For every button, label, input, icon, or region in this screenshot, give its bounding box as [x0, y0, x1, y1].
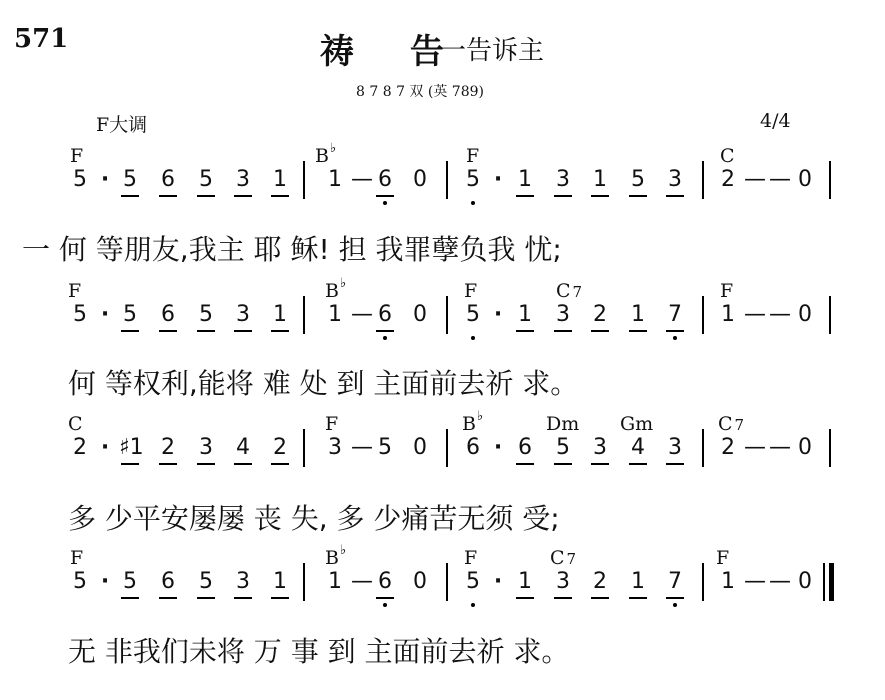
lyric-line: 何 等权利,能将 难 处 到 主面前去祈 求。: [68, 367, 579, 400]
chord-root: F: [464, 547, 478, 569]
note: 3: [668, 435, 682, 460]
chord-root: F: [466, 145, 480, 167]
chord-root: B: [325, 280, 339, 302]
note: 1: [593, 167, 607, 192]
note: 2: [161, 435, 175, 460]
note: 1: [518, 302, 532, 327]
chord-root: F: [68, 280, 82, 302]
meter-line: 8 7 8 7 双 (英 789): [356, 84, 484, 100]
eighth-underline: [629, 463, 647, 465]
note: 0: [413, 435, 427, 460]
bar-line: [446, 296, 448, 334]
note: 5: [466, 167, 480, 192]
low-octave-dot: [383, 201, 387, 205]
chord-symbol: [462, 409, 484, 435]
note: 1: [273, 167, 287, 192]
bar-line: [303, 161, 305, 199]
note: 4: [631, 435, 645, 460]
dash-mark: —: [351, 435, 373, 460]
chord-root: Gm: [620, 413, 654, 435]
eighth-underline: [516, 463, 534, 465]
eighth-underline: [666, 330, 684, 332]
eighth-underline: [121, 463, 139, 465]
eighth-underline: [591, 330, 609, 332]
note: 0: [413, 569, 427, 594]
chord-symbol: [620, 413, 653, 435]
note: 1: [631, 302, 645, 327]
eighth-underline: [271, 330, 289, 332]
note: 6: [161, 302, 175, 327]
dot-mark: ·: [493, 302, 503, 327]
note: 1: [518, 569, 532, 594]
dash-mark: —: [744, 302, 766, 327]
flat-sign: ♭: [329, 141, 337, 156]
chord-symbol: [464, 280, 477, 302]
note: 5: [631, 167, 645, 192]
bar-line: [829, 429, 831, 467]
eighth-underline: [121, 597, 139, 599]
dash-mark: —: [769, 302, 791, 327]
note: 2: [273, 435, 287, 460]
eighth-underline: [121, 195, 139, 197]
chord-symbol: [325, 276, 347, 302]
chord-symbol: [325, 413, 338, 435]
note: 5: [378, 435, 392, 460]
bar-line: [829, 563, 834, 601]
note: 5: [73, 302, 87, 327]
dot-mark: ·: [493, 435, 503, 460]
note: 1: [518, 167, 532, 192]
note: 3: [593, 435, 607, 460]
eighth-underline: [516, 597, 534, 599]
note: 7: [668, 302, 682, 327]
hymn-title: 祷 告: [320, 32, 466, 72]
eighth-underline: [234, 330, 252, 332]
eighth-underline: [197, 330, 215, 332]
chord-symbol: [718, 413, 744, 435]
chord-root: F: [716, 547, 730, 569]
lyric-line: 一 何 等朋友,我主 耶 稣! 担 我罪孽负我 忧;: [22, 233, 562, 266]
low-octave-dot: [673, 603, 677, 607]
note: 0: [413, 167, 427, 192]
note: 0: [798, 569, 812, 594]
low-octave-dot: [383, 336, 387, 340]
eighth-underline: [591, 463, 609, 465]
dash-mark: —: [744, 569, 766, 594]
chord-symbol: [466, 145, 479, 167]
low-octave-dot: [673, 336, 677, 340]
dash-mark: —: [769, 435, 791, 460]
eighth-underline: [591, 597, 609, 599]
eighth-underline: [666, 195, 684, 197]
chord-symbol: [550, 547, 576, 569]
note: 5: [466, 302, 480, 327]
chord-symbol: [70, 145, 83, 167]
chord-symbol: [720, 280, 733, 302]
note: 6: [161, 167, 175, 192]
note: 6: [518, 435, 532, 460]
chord-root: F: [464, 280, 478, 302]
note: 6: [378, 569, 392, 594]
eighth-underline: [554, 463, 572, 465]
note: 4: [236, 435, 250, 460]
note: 1: [631, 569, 645, 594]
note: 5: [73, 167, 87, 192]
note: 3: [668, 167, 682, 192]
note: 5: [123, 569, 137, 594]
dash-mark: —: [769, 167, 791, 192]
note: 6: [378, 167, 392, 192]
note: 3: [199, 435, 213, 460]
eighth-underline: [554, 330, 572, 332]
eighth-underline: [554, 195, 572, 197]
eighth-underline: [554, 597, 572, 599]
dot-mark: ·: [100, 302, 110, 327]
low-octave-dot: [383, 603, 387, 607]
note: 1: [328, 569, 342, 594]
note: 5: [199, 569, 213, 594]
eighth-underline: [666, 463, 684, 465]
note: 3: [556, 167, 570, 192]
note: 5: [123, 302, 137, 327]
eighth-underline: [234, 195, 252, 197]
eighth-underline: [159, 463, 177, 465]
note: 2: [721, 167, 735, 192]
note: ♯1: [119, 435, 144, 460]
bar-line: [702, 563, 704, 601]
eighth-underline: [376, 597, 394, 599]
note: 5: [199, 167, 213, 192]
eighth-underline: [159, 195, 177, 197]
note: 5: [73, 569, 87, 594]
chord-extension: 7: [566, 550, 577, 568]
note: 2: [721, 435, 735, 460]
dash-mark: —: [351, 569, 373, 594]
eighth-underline: [591, 195, 609, 197]
chord-symbol: [68, 280, 81, 302]
hymn-number: 571: [14, 24, 69, 54]
note: 2: [593, 569, 607, 594]
chord-symbol: [546, 413, 579, 435]
key-signature: F大调: [96, 114, 148, 136]
dash-mark: —: [769, 569, 791, 594]
note: 1: [328, 302, 342, 327]
chord-symbol: [464, 547, 477, 569]
eighth-underline: [376, 195, 394, 197]
eighth-underline: [159, 330, 177, 332]
bar-line: [303, 563, 305, 601]
lyric-line: 多 少平安屡屡 丧 失, 多 少痛苦无须 受;: [68, 502, 560, 535]
flat-sign: ♭: [339, 543, 347, 558]
low-octave-dot: [471, 603, 475, 607]
eighth-underline: [234, 463, 252, 465]
bar-line: [303, 296, 305, 334]
dash-mark: —: [744, 435, 766, 460]
eighth-underline: [629, 597, 647, 599]
bar-line: [702, 429, 704, 467]
chord-root: C: [556, 280, 571, 302]
eighth-underline: [666, 597, 684, 599]
dash-mark: —: [744, 167, 766, 192]
dash-mark: —: [351, 302, 373, 327]
dot-mark: ·: [493, 167, 503, 192]
chord-symbol: [68, 413, 83, 435]
bar-line: [303, 429, 305, 467]
bar-line: [829, 296, 831, 334]
note: 3: [556, 302, 570, 327]
note: 3: [328, 435, 342, 460]
dot-mark: ·: [100, 435, 110, 460]
eighth-underline: [234, 597, 252, 599]
eighth-underline: [159, 597, 177, 599]
chord-symbol: [556, 280, 582, 302]
note: 0: [798, 302, 812, 327]
chord-symbol: [720, 145, 735, 167]
note: 0: [798, 167, 812, 192]
eighth-underline: [271, 195, 289, 197]
note: 1: [721, 302, 735, 327]
low-octave-dot: [471, 201, 475, 205]
note: 6: [466, 435, 480, 460]
note: 5: [123, 167, 137, 192]
dot-mark: ·: [100, 167, 110, 192]
note: 1: [273, 302, 287, 327]
note: 3: [236, 569, 250, 594]
eighth-underline: [629, 330, 647, 332]
chord-root: C: [720, 145, 735, 167]
note: 0: [413, 302, 427, 327]
note: 5: [466, 569, 480, 594]
note: 0: [798, 435, 812, 460]
lyric-line: 无 非我们未将 万 事 到 主面前去祈 求。: [68, 635, 570, 668]
bar-line: [446, 161, 448, 199]
note: 6: [378, 302, 392, 327]
bar-line: [702, 296, 704, 334]
eighth-underline: [197, 597, 215, 599]
chord-root: F: [70, 547, 84, 569]
low-octave-dot: [471, 336, 475, 340]
eighth-underline: [376, 330, 394, 332]
chord-root: B: [462, 413, 476, 435]
chord-symbol: [315, 141, 337, 167]
eighth-underline: [271, 597, 289, 599]
note: 5: [556, 435, 570, 460]
chord-extension: 7: [734, 416, 745, 434]
note: 1: [328, 167, 342, 192]
chord-root: Dm: [546, 413, 580, 435]
eighth-underline: [516, 330, 534, 332]
note: 2: [593, 302, 607, 327]
bar-line: [446, 429, 448, 467]
note: 3: [236, 167, 250, 192]
chord-root: F: [325, 413, 339, 435]
note: 5: [199, 302, 213, 327]
eighth-underline: [271, 463, 289, 465]
chord-root: B: [315, 145, 329, 167]
eighth-underline: [197, 195, 215, 197]
chord-root: F: [70, 145, 84, 167]
note: 3: [556, 569, 570, 594]
chord-root: C: [718, 413, 733, 435]
eighth-underline: [629, 195, 647, 197]
bar-line: [829, 161, 831, 199]
eighth-underline: [516, 195, 534, 197]
chord-symbol: [716, 547, 729, 569]
note: 2: [73, 435, 87, 460]
chord-root: C: [68, 413, 83, 435]
chord-root: B: [325, 547, 339, 569]
bar-line: [823, 563, 825, 601]
chord-root: F: [720, 280, 734, 302]
chord-root: C: [550, 547, 565, 569]
chord-symbol: [70, 547, 83, 569]
eighth-underline: [197, 463, 215, 465]
flat-sign: ♭: [339, 276, 347, 291]
bar-line: [446, 563, 448, 601]
chord-symbol: [325, 543, 347, 569]
dot-mark: ·: [493, 569, 503, 594]
time-signature: 4/4: [760, 110, 791, 132]
chord-extension: 7: [572, 283, 583, 301]
note: 6: [161, 569, 175, 594]
note: 7: [668, 569, 682, 594]
hymn-subtitle: 一告诉主: [440, 36, 545, 66]
bar-line: [702, 161, 704, 199]
eighth-underline: [121, 330, 139, 332]
note: 1: [273, 569, 287, 594]
note: 3: [236, 302, 250, 327]
dash-mark: —: [351, 167, 373, 192]
note: 1: [721, 569, 735, 594]
dot-mark: ·: [100, 569, 110, 594]
flat-sign: ♭: [476, 409, 484, 424]
